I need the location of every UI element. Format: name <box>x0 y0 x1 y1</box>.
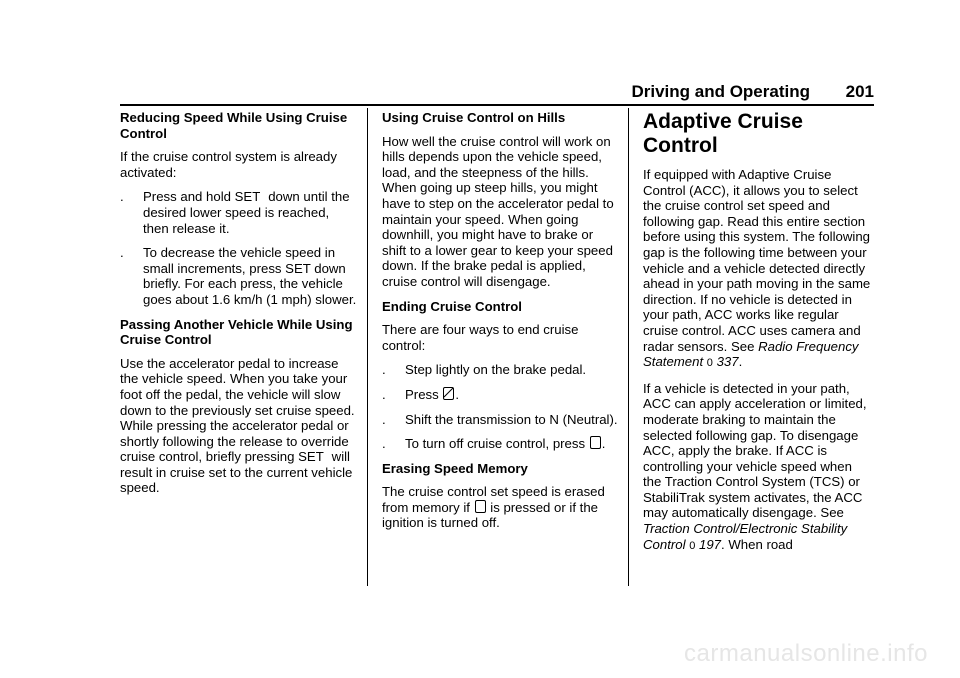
page-ref-arrow-icon: 0 <box>706 357 713 370</box>
paragraph: If the cruise control system is already activated: <box>120 149 337 180</box>
paragraph <box>643 381 873 555</box>
cruise-on-off-icon <box>590 436 601 449</box>
list-item <box>120 245 358 307</box>
list-item <box>120 189 358 236</box>
section-heading-adaptive-cruise: Adaptive Cruise Control <box>643 110 803 157</box>
heading-erasing-memory: Erasing Speed Memory <box>382 460 528 476</box>
page-reference[interactable]: 337 <box>716 354 739 370</box>
page-number: 201 <box>845 82 874 101</box>
column-divider <box>367 108 368 586</box>
cross-reference-link[interactable]: Radio Frequency Statement <box>643 338 859 370</box>
page-ref-arrow-icon: 0 <box>689 539 696 552</box>
paragraph: There are four ways to end cruise control: <box>382 322 579 353</box>
list-item <box>382 436 618 452</box>
bullet: . <box>382 411 386 427</box>
paragraph <box>382 484 618 531</box>
list-item-text: To decrease the vehicle speed in small increments, press SET down briefly. For each press, the vehicle goes about 1.6 km/h (1 mph) slower. <box>143 245 357 307</box>
page-reference[interactable]: 197 <box>698 536 721 552</box>
list-item-text: Press <box>405 386 439 402</box>
paragraph-text: If a vehicle is detected in your path, ACC can apply acceleration or limited, moderate braking to maintain the selected following gap. To disengage ACC, apply the brake. If ACC is controlling your vehicle speed when the Traction Control System (TCS) or StabiliTrak system activates, the ACC may automatically disengage. See <box>643 380 867 521</box>
paragraph-text: The cruise control set speed is erased from memory if <box>382 484 605 515</box>
column-2 <box>382 110 618 540</box>
column-3 <box>643 110 873 563</box>
heading-cruise-hills: Using Cruise Control on Hills <box>382 110 566 125</box>
heading-ending-cruise: Ending Cruise Control <box>382 298 522 314</box>
paragraph-text: If equipped with Adaptive Cruise Control (ACC), it allows you to select the cruise control set speed and following gap. Read this entire section before using this system. The following gap is the following time between your vehicle and a vehicle detected directly ahead in your path moving in the same direction. If no vehicle is detected in your path, ACC works like regular cruise control. ACC uses camera and radar sensors. See <box>643 167 871 354</box>
paragraph: Use the accelerator pedal to increase the vehicle speed. When you take your foot off the pedal, the vehicle will slow down to the previously set cruise speed. While pressing the accelerator pedal or shortly following the release to override cruise control, briefly pressing SET will result in cruise set to the current vehicle speed. <box>120 355 355 496</box>
list-item-text: Step lightly on the brake pedal. <box>405 362 587 378</box>
page-header <box>120 82 874 106</box>
punctuation: . <box>601 436 606 452</box>
list-item-text: Shift the transmission to N (Neutral). <box>405 411 618 427</box>
paragraph-text: is pressed or if the ignition is turned off. <box>382 499 599 531</box>
heading-passing-vehicle: Passing Another Vehicle While Using Cruise Control <box>120 316 353 348</box>
cruise-on-off-icon <box>475 500 486 513</box>
list-item-text: To turn off cruise control, press <box>405 436 586 452</box>
list-item <box>382 362 618 378</box>
list-item <box>382 387 618 403</box>
section-title: Driving and Operating <box>631 82 810 101</box>
watermark: carmanualsonline.info <box>684 640 928 667</box>
bullet: . <box>120 189 124 205</box>
bullet: . <box>382 436 386 452</box>
cross-reference-link[interactable]: Traction Control/Electronic Stability Control <box>643 521 848 552</box>
heading-reducing-speed: Reducing Speed While Using Cruise Control <box>120 110 348 141</box>
bullet: . <box>120 245 124 261</box>
column-1 <box>120 110 358 505</box>
paragraph <box>643 167 873 372</box>
paragraph: How well the cruise control will work on hills depends upon the vehicle speed, load, and the steepness of the hills. When going up steep hills, you might have to step on the accelerator pedal to maintain your speed. When going downhill, you might have to brake or shift to a lower gear to keep your speed down. If the brake pedal is applied, cruise control will disengage. <box>382 133 614 289</box>
bullet: . <box>382 386 386 402</box>
list-item-text: Press and hold SET down until the desired lower speed is reached, then release it. <box>143 189 350 236</box>
punctuation: . <box>738 354 743 370</box>
punctuation: . <box>455 386 460 402</box>
list-item <box>382 412 618 428</box>
paragraph-text: . When road <box>721 536 793 552</box>
bullet: . <box>382 362 386 378</box>
cruise-cancel-icon <box>443 387 454 400</box>
column-divider <box>628 108 629 586</box>
